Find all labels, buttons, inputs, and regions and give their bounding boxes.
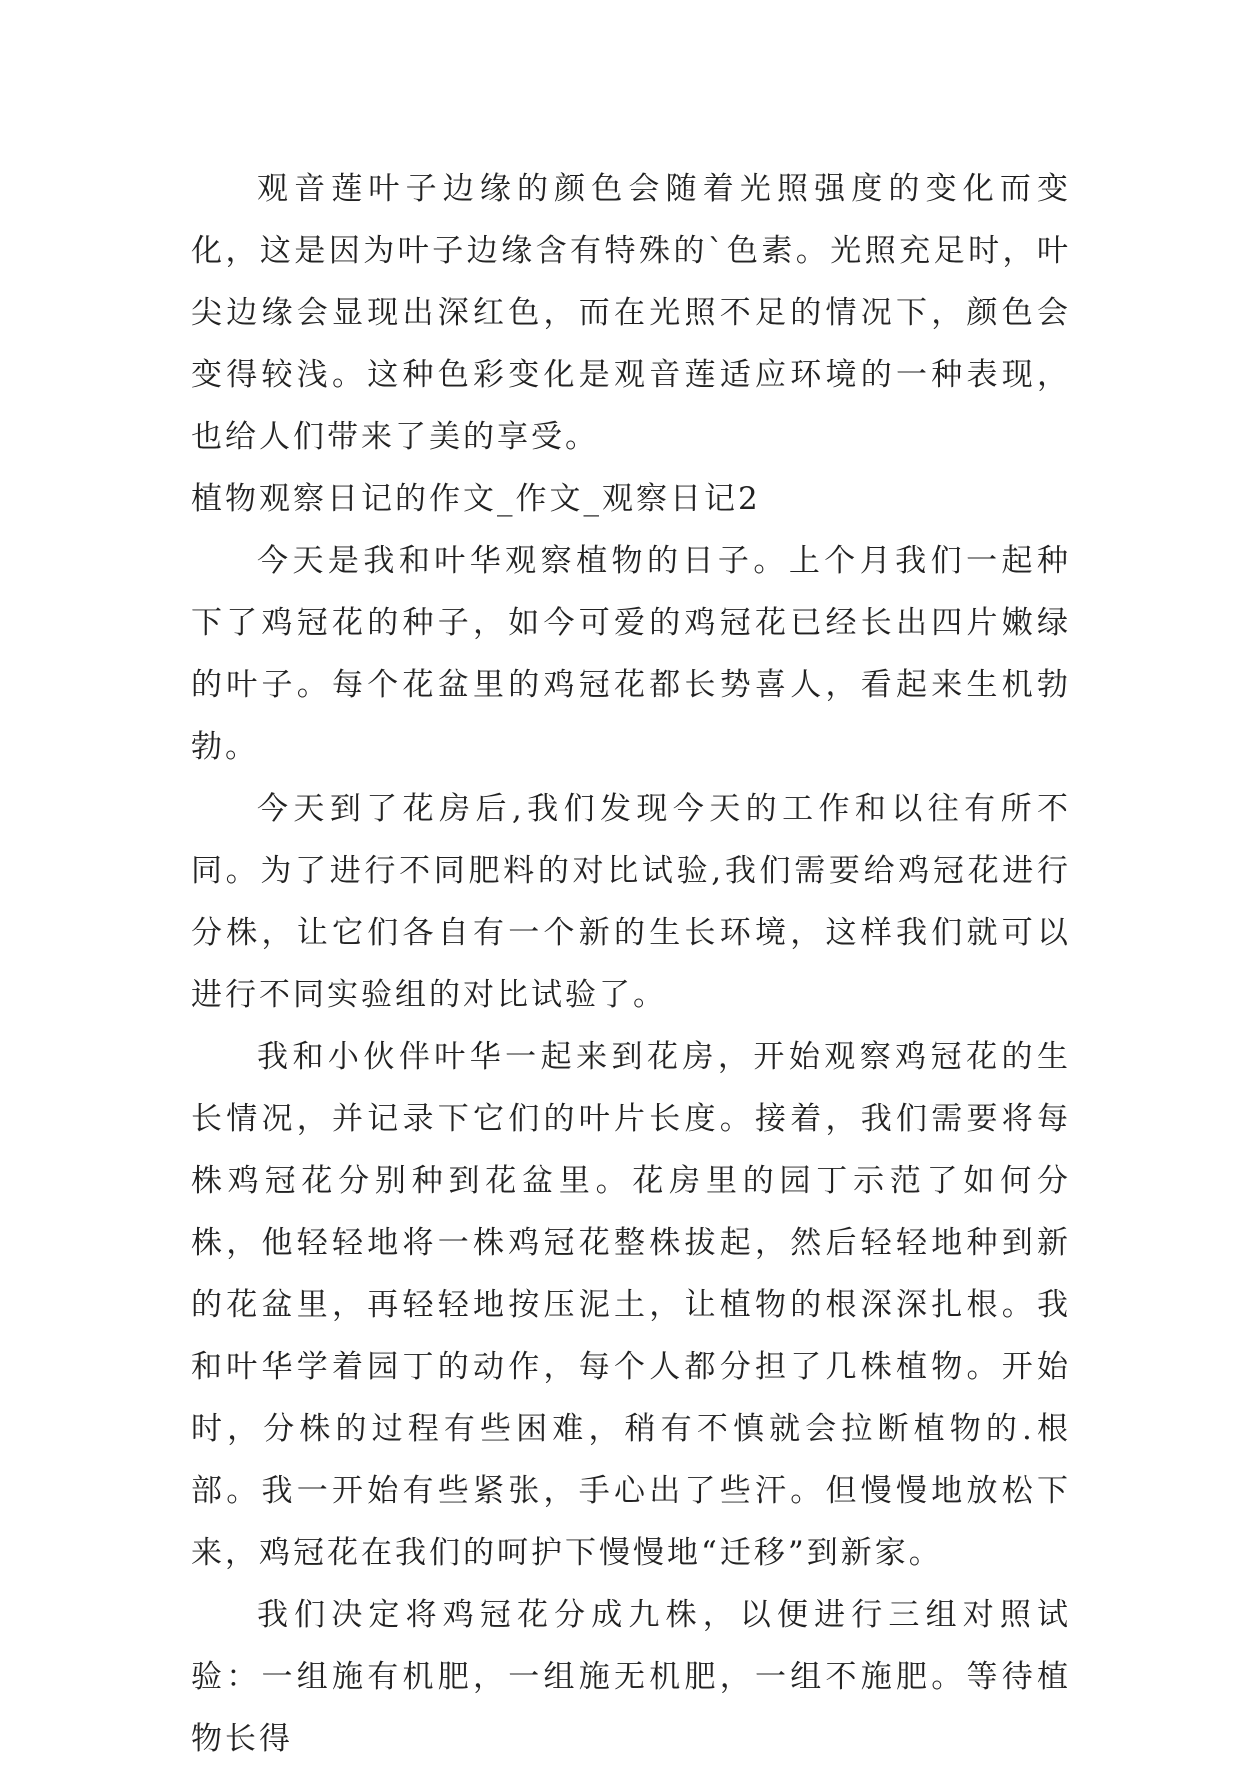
paragraph-2: 今天到了花房后,我们发现今天的工作和以往有所不同。为了进行不同肥料的对比试验,我们需要给鸡冠花进行分株，让它们各自有一个新的生长环境，这样我们就可以进行不同实验组的对比试验了。 [191,791,1071,1013]
document-body [191,158,1071,1770]
paragraph-4: 我们决定将鸡冠花分成九株，以便进行三组对照试验：一组施有机肥，一组施无机肥，一组不施肥。等待植物长得 [191,1597,1071,1757]
paragraph-1: 今天是我和叶华观察植物的日子。上个月我们一起种下了鸡冠花的种子，如今可爱的鸡冠花已经长出四片嫩绿的叶子。每个花盆里的鸡冠花都长势喜人，看起来生机勃勃。 [191,543,1071,765]
section-title: 植物观察日记的作文_作文_观察日记2 [191,481,761,517]
paragraph-3: 我和小伙伴叶华一起来到花房，开始观察鸡冠花的生长情况，并记录下它们的叶片长度。接着，我们需要将每株鸡冠花分别种到花盆里。花房里的园丁示范了如何分株，他轻轻地将一株鸡冠花整株拔起，然后轻轻地种到新的花盆里，再轻轻地按压泥土，让植物的根深深扎根。我和叶华学着园丁的动作，每个人都分担了几株植物。开始时，分株的过程有些困难，稍有不慎就会拉断植物的.根部。我一开始有些紧张，手心出了些汗。但慢慢地放松下来，鸡冠花在我们的呵护下慢慢地“迁移”到新家。 [191,1039,1071,1571]
paragraph-intro: 观音莲叶子边缘的颜色会随着光照强度的变化而变化，这是因为叶子边缘含有特殊的`色素。光照充足时，叶尖边缘会显现出深红色，而在光照不足的情况下，颜色会变得较浅。这种色彩变化是观音莲适应环境的一种表现，也给人们带来了美的享受。 [191,171,1071,455]
